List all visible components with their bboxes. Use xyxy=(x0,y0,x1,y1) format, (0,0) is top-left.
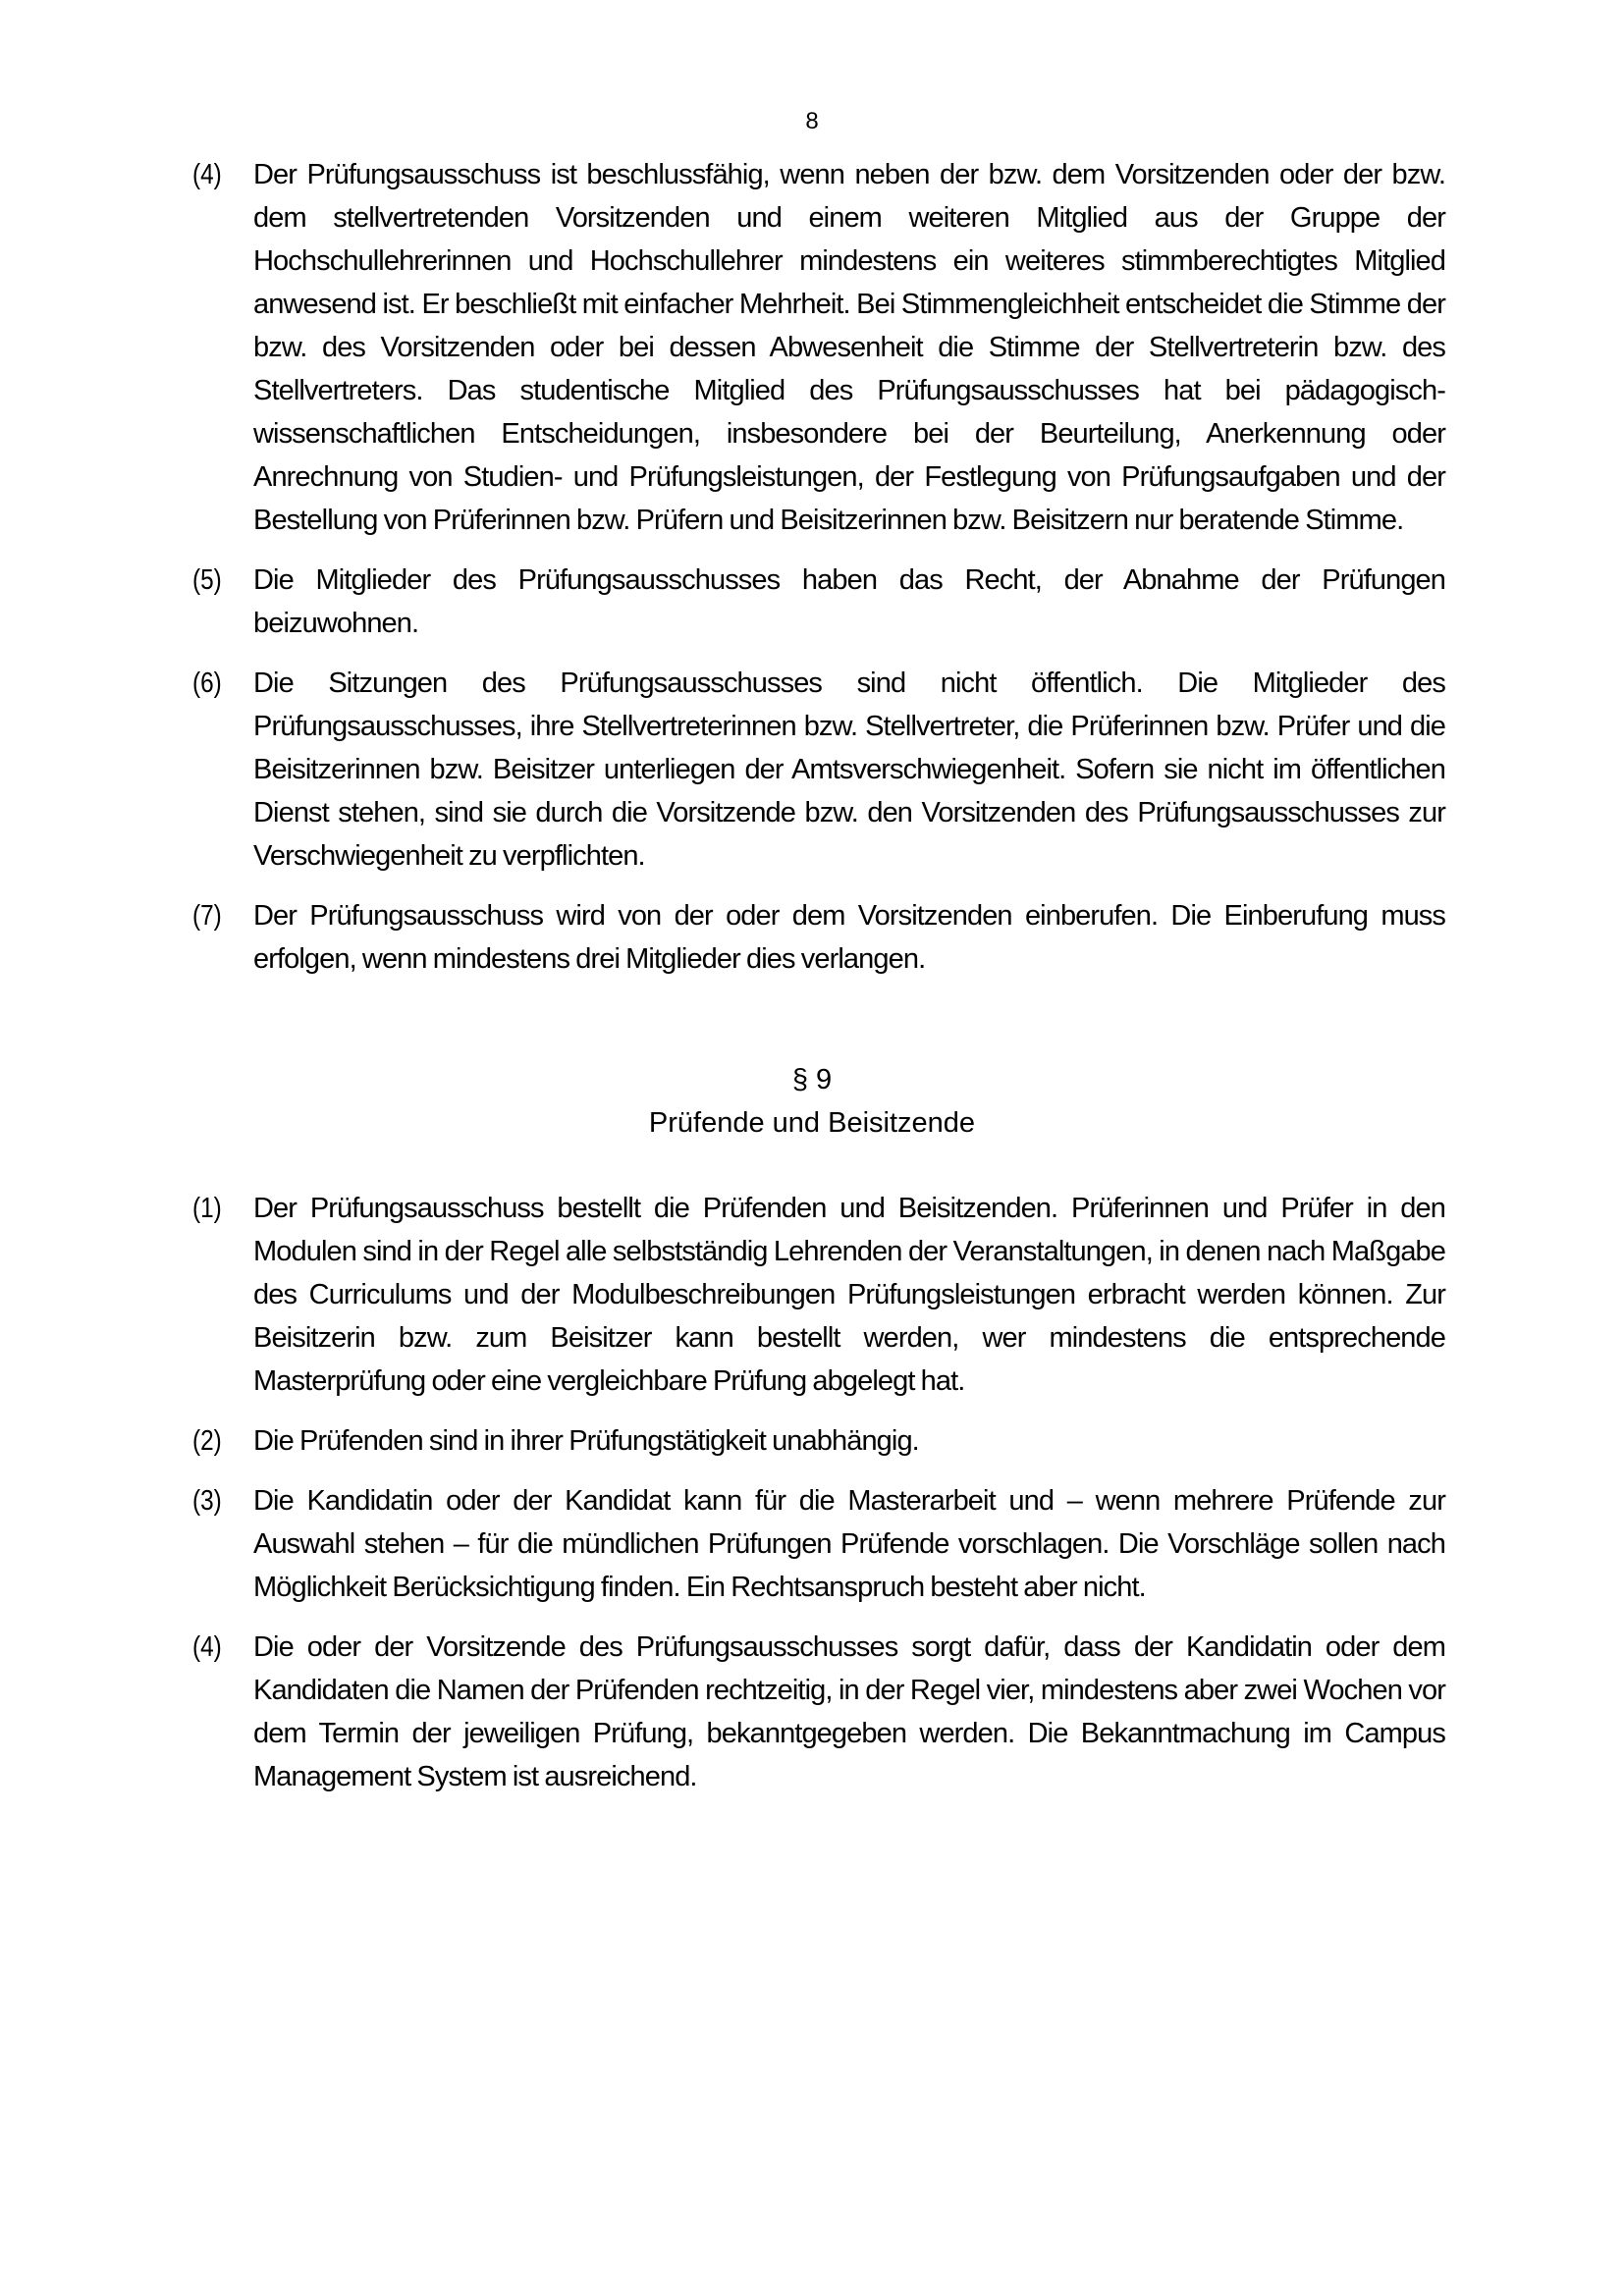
paragraph-item xyxy=(192,1479,1445,1609)
paragraph-number: (4) xyxy=(192,1631,222,1663)
section-title: Prüfende und Beisitzende xyxy=(648,1107,976,1139)
section-paragraph-list xyxy=(192,1187,1445,1815)
section-number: § 9 xyxy=(791,1064,833,1095)
paragraph-item xyxy=(192,894,1445,981)
paragraph-item xyxy=(192,1626,1445,1798)
top-paragraph-list xyxy=(192,153,1445,997)
page-number: 8 xyxy=(805,108,819,134)
paragraph-item xyxy=(192,559,1445,645)
paragraph-item xyxy=(192,662,1445,878)
paragraph-number: (3) xyxy=(192,1485,222,1517)
paragraph-number: (2) xyxy=(192,1425,222,1457)
paragraph-item xyxy=(192,153,1445,542)
paragraph-text: Die Kandidatin oder der Kandidat kann für die Masterarbeit und – wenn mehrere Prüfende zur Auswahl stehen – für die mündlichen Prüfungen Prüfende vorschlagen. Die Vorschläge sollen nach Möglichkeit Berücksichtigung finden. Ein Rechtsanspruch besteht aber nicht. xyxy=(253,1485,1445,1603)
paragraph-text: Die Sitzungen des Prüfungsausschusses sind nicht öffentlich. Die Mitglieder des Prüfungsausschusses, ihre Stellvertreterinnen bzw. Stellvertreter, die Prüferinnen bzw. Prüfer und die Beisitzerinnen bzw. Beisitzer unterliegen der Amtsverschwiegenheit. Sofern sie nicht im öffentlichen Dienst stehen, sind sie durch die Vorsitzende bzw. den Vorsitzenden des Prüfungsausschusses zur Verschwiegenheit zu verpflichten. xyxy=(253,667,1445,872)
paragraph-text: Die oder der Vorsitzende des Prüfungsausschusses sorgt dafür, dass der Kandidatin oder dem Kandidaten die Namen der Prüfenden rechtzeitig, in der Regel vier, mindestens aber zwei Wochen vor dem Termin der jeweiligen Prüfung, bekanntgegeben werden. Die Bekanntmachung im Campus Management System ist ausreichend. xyxy=(253,1631,1445,1792)
paragraph-item xyxy=(192,1419,1445,1463)
paragraph-text: Die Prüfenden sind in ihrer Prüfungstätigkeit unabhängig. xyxy=(253,1425,919,1457)
paragraph-number: (1) xyxy=(192,1193,222,1224)
paragraph-number: (6) xyxy=(192,667,222,699)
paragraph-text: Die Mitglieder des Prüfungsausschusses haben das Recht, der Abnahme der Prüfungen beizuwohnen. xyxy=(253,564,1445,639)
paragraph-item xyxy=(192,1187,1445,1403)
paragraph-text: Der Prüfungsausschuss wird von der oder dem Vorsitzenden einberufen. Die Einberufung muss erfolgen, wenn mindestens drei Mitglieder dies verlangen. xyxy=(253,900,1445,975)
paragraph-number: (7) xyxy=(192,900,222,932)
paragraph-number: (5) xyxy=(192,564,222,596)
paragraph-text: Der Prüfungsausschuss ist beschlussfähig, wenn neben der bzw. dem Vorsitzenden oder der bzw. dem stellvertretenden Vorsitzenden und einem weiteren Mitglied aus der Gruppe der Hochschullehrerinnen und Hochschullehrer mindestens ein weiteres stimmberechtigtes Mitglied anwesend ist. Er beschließt mit einfacher Mehrheit. Bei Stimmengleichheit entscheidet die Stimme der bzw. des Vorsitzenden oder bei dessen Abwesenheit die Stimme der Stellvertreterin bzw. des Stellvertreters. Das studentische Mitglied des Prüfungsausschusses hat bei pädagogisch-wissenschaftlichen Entscheidungen, insbesondere bei der Beurteilung, Anerkennung oder Anrechnung von Studien- und Prüfungsleistungen, der Festlegung von Prüfungsaufgaben und der Bestellung von Prüferinnen bzw. Prüfern und Beisitzerinnen bzw. Beisitzern nur beratende Stimme. xyxy=(253,159,1445,536)
paragraph-text: Der Prüfungsausschuss bestellt die Prüfenden und Beisitzenden. Prüferinnen und Prüfer in den Modulen sind in der Regel alle selbstständig Lehrenden der Veranstaltungen, in denen nach Maßgabe des Curriculums und der Modulbeschreibungen Prüfungsleistungen erbracht werden können. Zur Beisitzerin bzw. zum Beisitzer kann bestellt werden, wer mindestens die entsprechende Masterprüfung oder eine vergleichbare Prüfung abgelegt hat. xyxy=(253,1193,1445,1397)
paragraph-number: (4) xyxy=(192,159,222,190)
